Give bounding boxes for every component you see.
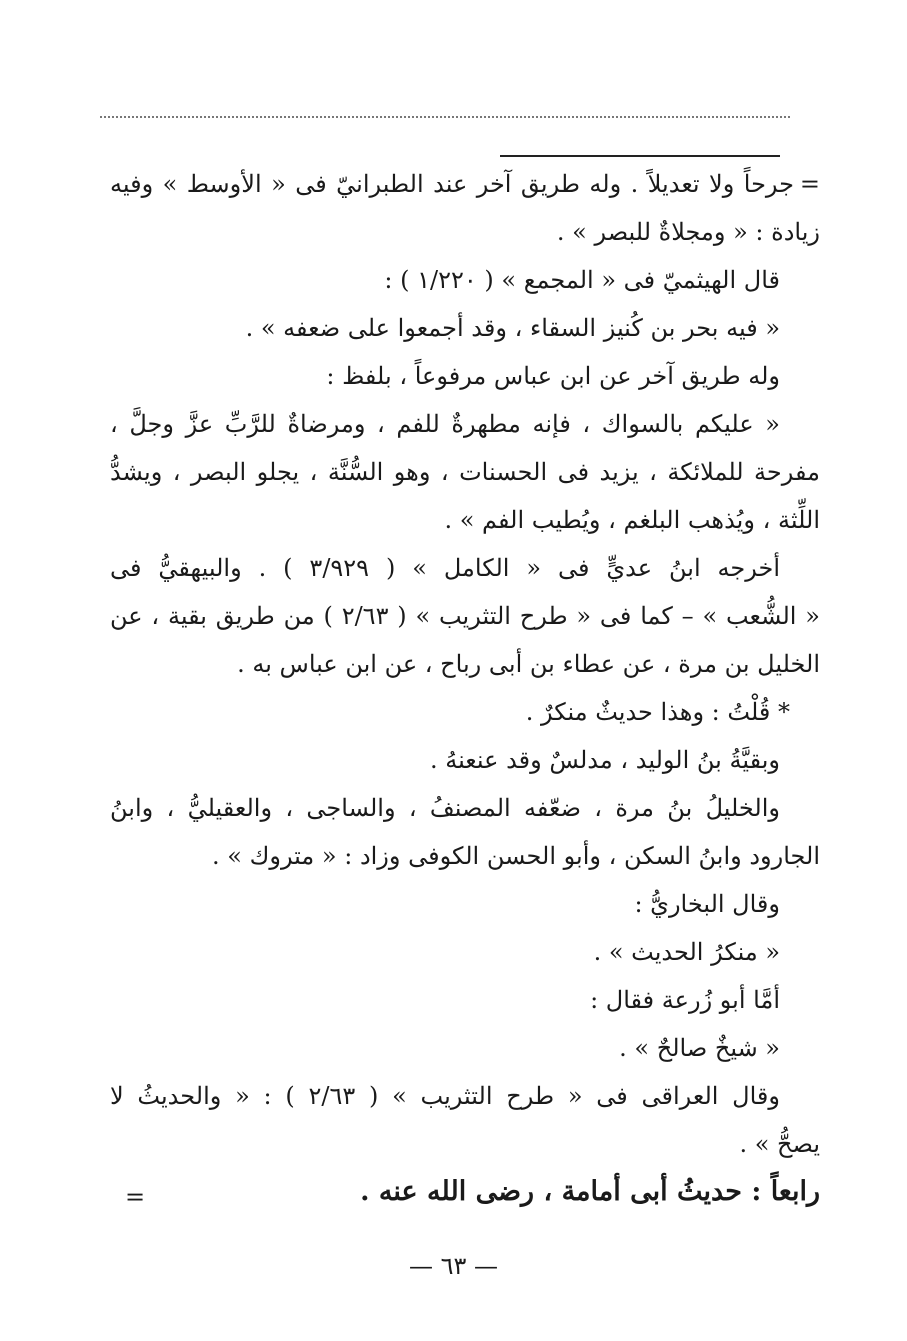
text-line-21: يصحُّ » .: [739, 1130, 820, 1158]
text-line-4: « فيه بحر بن كُنيز السقاء ، وقد أجمعوا على ضعفه » .: [245, 314, 780, 342]
text-line-18: أمَّا أبو زُرعة فقال :: [590, 986, 780, 1014]
text-line-10: « الشُّعب » – كما فى « طرح التثريب » ( ٢/٦٣ ) من طريق بقية ، عن: [110, 602, 820, 630]
text-line-12: * قُلْتُ : وهذا حديثٌ منكرٌ .: [525, 698, 790, 726]
text-line-14: والخليلُ بنُ مرة ، ضعّفه المصنفُ ، والساجى ، والعقيليُّ ، وابنُ: [110, 794, 780, 822]
text-line-8: اللِّثة ، ويُذهب البلغم ، ويُطيب الفم » .: [444, 506, 820, 534]
text-line-1-content: جرحاً ولا تعديلاً . وله طريق آخر عند الطبرانيّ فى « الأوسط » وفيه: [110, 170, 794, 198]
text-line-11: الخليل بن مرة ، عن عطاء بن أبى رباح ، عن ابن عباس به .: [237, 650, 820, 678]
text-line-2: زيادة : « ومجلاةٌ للبصر » .: [556, 218, 820, 246]
continuation-rule: [500, 155, 780, 157]
text-line-13: وبقيَّةُ بنُ الوليد ، مدلسٌ وقد عنعنهُ .: [429, 746, 780, 774]
text-line-20: وقال العراقى فى « طرح التثريب » ( ٢/٦٣ ) : « والحديثُ لا: [110, 1082, 780, 1110]
page-number: — ٦٣ —: [408, 1252, 499, 1280]
text-line-1: [110, 160, 820, 208]
text-line-7: مفرحة للملائكة ، يزيد فى الحسنات ، وهو السُّنَّة ، يجلو البصر ، ويشدُّ: [110, 458, 820, 486]
header-dotted-rule: [100, 116, 790, 118]
text-line-15: الجارود وابنُ السكن ، وأبو الحسن الكوفى وزاد : « متروك » .: [212, 842, 820, 870]
text-line-16: وقال البخاريُّ :: [634, 890, 780, 918]
text-line-17: « منكرُ الحديث » .: [593, 938, 780, 966]
section-heading: رابعاً : حديثُ أبى أمامة ، رضى الله عنه .: [360, 1176, 820, 1207]
page-body: [110, 160, 820, 1216]
text-line-9: أخرجه ابنُ عديٍّ فى « الكامل » ( ٣/٩٢٩ ) . والبيهقيُّ فى: [110, 554, 780, 582]
trailing-continuation-mark: =: [125, 1183, 146, 1211]
text-line-3: قال الهيثميّ فى « المجمع » ( ١/٢٢٠ ) :: [384, 266, 780, 294]
continuation-mark: =: [799, 170, 820, 198]
text-line-6: « عليكم بالسواك ، فإنه مطهرةٌ للفم ، ومرضاةٌ للرَّبِّ عزَّ وجلَّ ،: [110, 410, 780, 438]
text-line-19: « شيخٌ صالحٌ » .: [619, 1034, 780, 1062]
text-line-5: وله طريق آخر عن ابن عباس مرفوعاً ، بلفظ :: [326, 362, 780, 390]
